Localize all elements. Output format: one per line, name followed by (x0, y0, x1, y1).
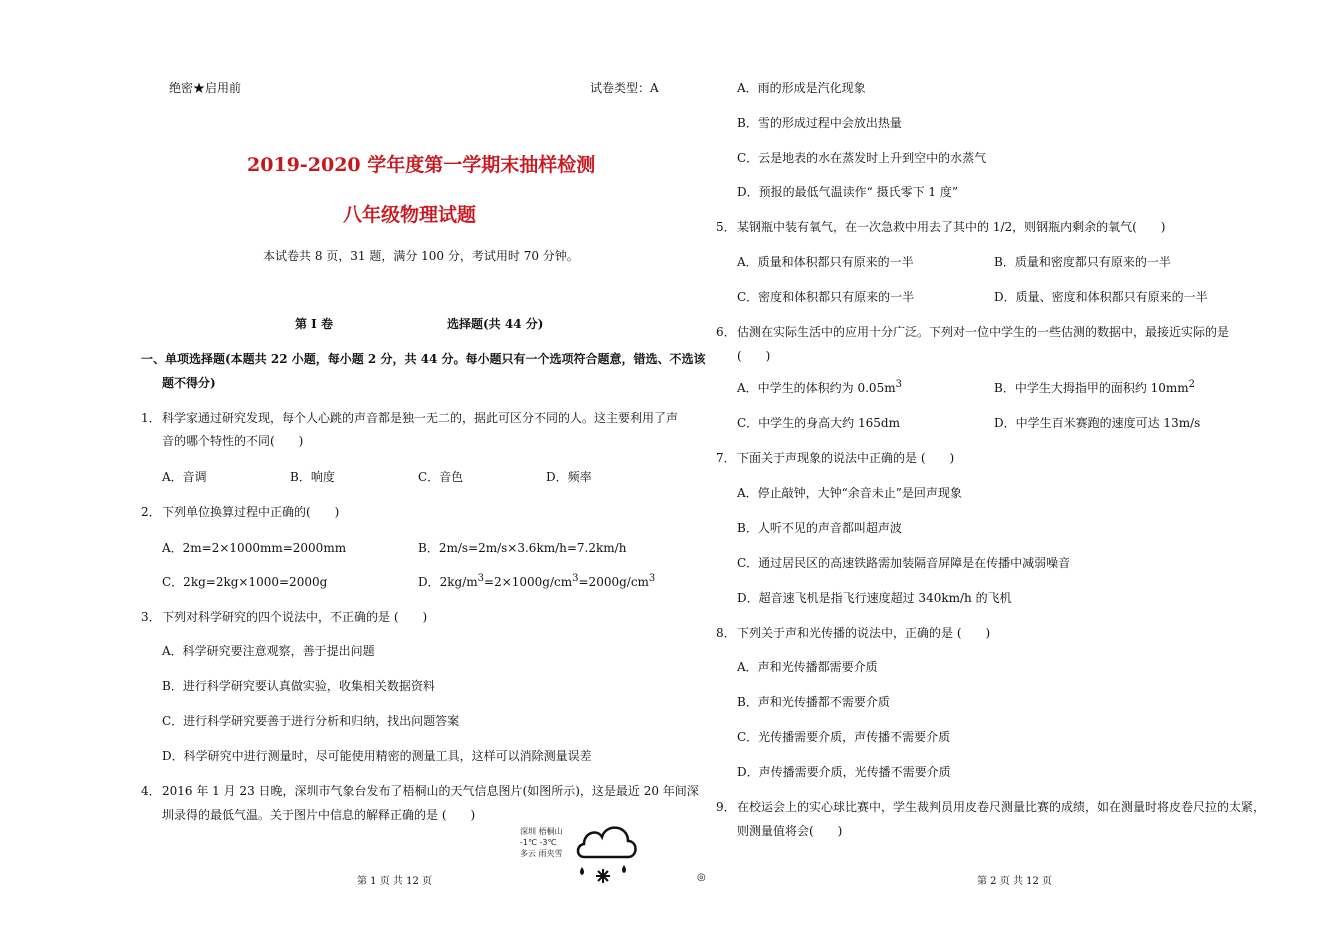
q5-option-b: B．质量和密度都只有原来的一半 (994, 255, 1171, 269)
q6-a-sup: 3 (895, 379, 902, 390)
q8-option-c: C．光传播需要介质，声传播不需要介质 (737, 730, 951, 744)
weather-condition: 多云 雨夹雪 (520, 849, 563, 858)
q4-option-c: C．云是地表的水在蒸发时上升到空中的水蒸气 (737, 151, 987, 165)
page-footer-right: 第 2 页 共 12 页 (977, 876, 1052, 887)
q3-stem: 下列对科学研究的四个说法中，不正确的是 ( ) (162, 610, 428, 624)
paper-type-label: 试卷类型：A (590, 81, 659, 95)
q4-stem: 2016 年 1 月 23 日晚，深圳市气象台发布了梧桐山的天气信息图片(如图所示)，这是最近 20 年间深 (162, 784, 699, 798)
q4-stem-cont: 圳录得的最低气温。关于图片中信息的解释正确的是 ( ) (162, 808, 476, 822)
cloud-rain-snow-icon (574, 817, 640, 889)
q6-b-sup: 2 (1188, 379, 1196, 390)
q2-d-sup3: 3 (648, 573, 656, 584)
section-name: 选择题(共 44 分) (447, 317, 544, 331)
q9-stem: 在校运会上的实心球比赛中，学生裁判员用皮卷尺测量比赛的成绩，如在测量时将皮卷尺拉的太紧， (737, 800, 1266, 814)
binding-mark: ◎ (697, 872, 706, 883)
q4-option-d: D．预报的最低气温读作“ 摄氏零下 1 度” (737, 185, 958, 199)
confidential-label: 绝密★启用前 (169, 81, 242, 95)
q1-option-d: D．频率 (546, 470, 592, 484)
q5-number: 5． (716, 220, 736, 234)
q2-option-a: A．2m=2×1000mm=2000mm (162, 541, 347, 555)
q8-option-a: A．声和光传播都需要介质 (737, 660, 878, 674)
q5-option-a: A．质量和体积都只有原来的一半 (737, 255, 914, 269)
q5-option-c: C．密度和体积都只有原来的一半 (737, 290, 915, 304)
q6-option-d: D．中学生百米赛跑的速度可达 13m/s (994, 416, 1201, 430)
q4-option-a: A．雨的形成是汽化现象 (737, 81, 866, 95)
q6-option-c: C．中学生的身高大约 165dm (737, 416, 900, 430)
q5-option-d: D．质量、密度和体积都只有原来的一半 (994, 290, 1208, 304)
section-label: 第 I 卷 (295, 317, 333, 331)
q6-option-b (994, 379, 1195, 396)
q2-number: 2． (141, 505, 161, 519)
q7-option-a: A．停止敲钟，大钟“余音未止”是回声现象 (737, 486, 962, 500)
q8-option-b: B．声和光传播都不需要介质 (737, 695, 890, 709)
exam-subtitle: 八年级物理试题 (343, 204, 477, 226)
q6-option-a (737, 379, 902, 396)
q5-stem: 某钢瓶中装有氧气，在一次急救中用去了其中的 1/2，则钢瓶内剩余的氧气( ) (737, 220, 1166, 234)
q2-d-part3: =2000g/cm (578, 575, 649, 589)
q2-option-c: C．2kg=2kg×1000=2000g (162, 575, 328, 589)
page-footer-left: 第 1 页 共 12 页 (357, 876, 432, 887)
q7-option-b: B．人听不见的声音都叫超声波 (737, 521, 902, 535)
q1-option-b: B．响度 (290, 470, 335, 484)
q2-option-b: B．2m/s=2m/s×3.6km/h=7.2km/h (418, 541, 627, 555)
q3-option-d: D．科学研究中进行测量时，尽可能使用精密的测量工具，这样可以消除测量误差 (162, 749, 592, 763)
weather-figure (512, 817, 642, 892)
q3-option-a: A．科学研究要注意观察，善于提出问题 (162, 644, 375, 658)
q9-number: 9． (716, 800, 736, 814)
q7-stem: 下面关于声现象的说法中正确的是 ( ) (737, 451, 955, 465)
q8-stem: 下列关于声和光传播的说法中，正确的是 ( ) (737, 626, 991, 640)
q7-number: 7． (716, 451, 736, 465)
part1-instructions: 一、单项选择题(本题共 22 小题，每小题 2 分，共 44 分。每小题只有一个选项符合题意，错选、不选该 (141, 352, 706, 366)
q2-option-d (418, 573, 655, 590)
weather-location: 深圳 梧桐山 (520, 827, 563, 836)
q6-stem: 估测在实际生活中的应用十分广泛。下列对一位中学生的一些估测的数据中，最接近实际的是 (737, 325, 1230, 339)
q1-stem-cont: 音的哪个特性的不同( ) (162, 434, 304, 448)
q2-d-part1: D．2kg/m (418, 575, 478, 589)
weather-temperature: -1℃ -3℃ (520, 838, 557, 847)
exam-title: 2019-2020 学年度第一学期末抽样检测 (247, 154, 596, 176)
q9-stem-cont: 则测量值将会( ) (737, 824, 843, 838)
q4-number: 4． (141, 784, 161, 798)
q6-stem-cont: ( ) (737, 349, 771, 363)
q2-stem: 下列单位换算过程中正确的( ) (162, 505, 340, 519)
q1-stem: 科学家通过研究发现，每个人心跳的声音都是独一无二的，据此可区分不同的人。这主要利用了声 (162, 411, 679, 425)
q1-option-a: A．音调 (162, 470, 207, 484)
q1-number: 1． (141, 411, 161, 425)
q2-d-part2: =2×1000g/cm (484, 575, 573, 589)
q3-option-c: C．进行科学研究要善于进行分析和归纳，找出问题答案 (162, 714, 460, 728)
q2-d-sup2: 3 (572, 573, 579, 584)
q7-option-d: D．超音速飞机是指飞行速度超过 340km/h 的飞机 (737, 591, 1012, 605)
q6-number: 6． (716, 325, 736, 339)
part1-instructions-cont: 题不得分) (162, 376, 216, 390)
q3-number: 3． (141, 610, 161, 624)
q1-option-c: C．音色 (418, 470, 464, 484)
q6-a-text: A．中学生的体积约为 0.05m (737, 381, 896, 395)
q8-number: 8． (716, 626, 736, 640)
q6-b-text: B．中学生大拇指甲的面积约 10mm (994, 381, 1189, 395)
q2-d-sup1: 3 (477, 573, 485, 584)
q3-option-b: B．进行科学研究要认真做实验，收集相关数据资料 (162, 679, 435, 693)
exam-info: 本试卷共 8 页，31 题，满分 100 分，考试用时 70 分钟。 (263, 249, 579, 263)
q8-option-d: D．声传播需要介质，光传播不需要介质 (737, 765, 951, 779)
q4-option-b: B．雪的形成过程中会放出热量 (737, 116, 902, 130)
q7-option-c: C．通过居民区的高速铁路需加装隔音屏障是在传播中减弱噪音 (737, 556, 1071, 570)
